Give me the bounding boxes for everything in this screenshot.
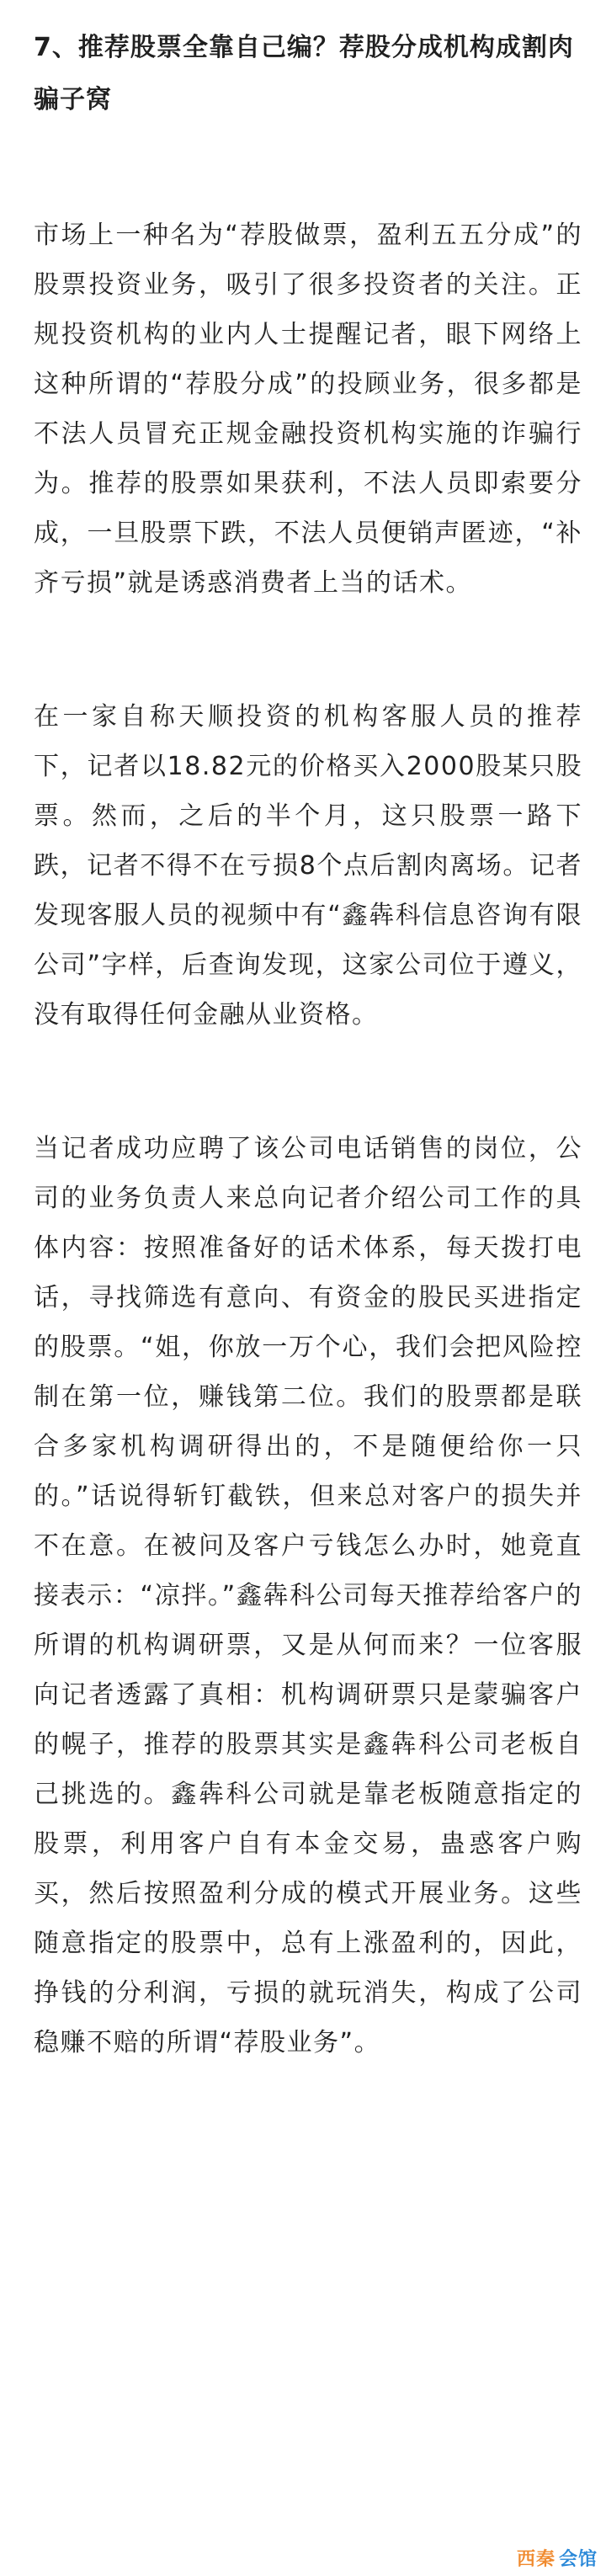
watermark-accent-text: 会馆 (558, 2549, 598, 2570)
watermark-logo (517, 2545, 598, 2571)
paragraph-3: 当记者成功应聘了该公司电话销售的岗位，公司的业务负责人来总向记者介绍公司工作的具体内容：按照准备好的话术体系，每天拨打电话，寻找筛选有意向、有资金的股民买进指定的股票。“姐，你放一万个心，我们会把风险控制在第一位，赚钱第二位。我们的股票都是联合多家机构调研得出的，不是随便给你一只的。”话说得斩钉截铁，但来总对客户的损失并不在意。在被问及客户亏钱怎么办时，她竟直接表示：“凉拌。”鑫犇科公司每天推荐给客户的所谓的机构调研票，又是从何而来？一位客服向记者透露了真相：机构调研票只是蒙骗客户的幌子，推荐的股票其实是鑫犇科公司老板自己挑选的。鑫犇科公司就是靠老板随意指定的股票，利用客户自有本金交易，蛊惑客户购买，然后按照盈利分成的模式开展业务。这些随意指定的股票中，总有上涨盈利的，因此，挣钱的分利润，亏损的就玩消失，构成了公司稳赚不赔的所谓“荐股业务”。 (34, 1134, 582, 2057)
paragraph-1: 市场上一种名为“荐股做票，盈利五五分成”的股票投资业务，吸引了很多投资者的关注。正规投资机构的业内人士提醒记者，眼下网络上这种所谓的“荐股分成”的投顾业务，很多都是不法人员冒充正规金融投资机构实施的诈骗行为。推荐的股票如果获利，不法人员即索要分成，一旦股票下跌，不法人员便销声匿迹，“补齐亏损”就是诱惑消费者上当的话术。 (34, 221, 582, 598)
watermark-main-text: 西秦 (516, 2549, 556, 2570)
article-body (34, 22, 582, 2068)
article-heading: 7、推荐股票全靠自己编？荐股分成机构成割肉骗子窝 (34, 33, 574, 114)
paragraph-2: 在一家自称天顺投资的机构客服人员的推荐下，记者以18.82元的价格买入2000股某只股票。然而，之后的半个月，这只股票一路下跌，记者不得不在亏损8个点后割肉离场。记者发现客服人员的视频中有“鑫犇科信息咨询有限公司”字样，后查询发现，这家公司位于遵义，没有取得任何金融从业资格。 (34, 702, 582, 1030)
